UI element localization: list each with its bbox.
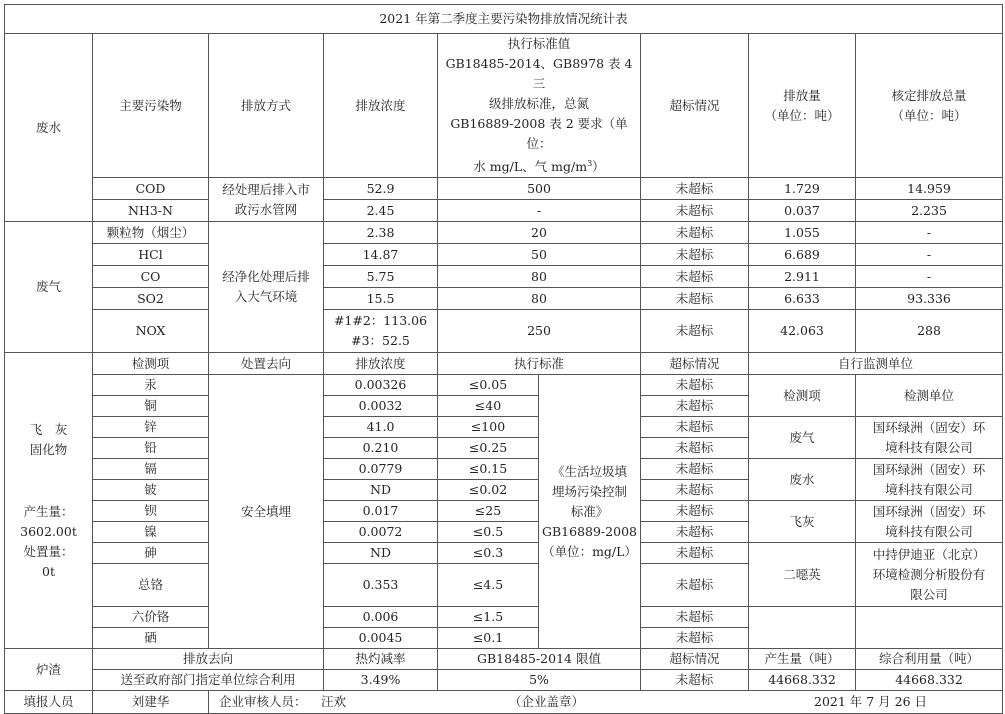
table-row (5, 375, 1003, 396)
header-standard: 执行标准值 GB18485-2014、GB8978 表 4 三 级排放标准，总氮 GB16889-2008 表 2 要求（单位： 水 mg/L、气 $mg/m^3$） (438, 34, 641, 178)
pollutant-cell: NH3-N (93, 200, 209, 222)
limit-cell: ≤40 (438, 396, 539, 417)
table-row (5, 417, 1003, 438)
limit-cell: ≤0.15 (438, 459, 539, 480)
monitor-item: 废气 (749, 417, 856, 459)
header-approved: 核定排放总量 （单位：吨） (856, 34, 1003, 178)
table-row (5, 244, 1003, 266)
exceed-cell: 未超标 (641, 288, 749, 310)
concentration-cell: 2.38 (324, 222, 438, 244)
reviewer-label: 企业审核人员： (219, 694, 307, 710)
concentration-cell: 2.45 (324, 200, 438, 222)
header-disposal: 处置去向 (209, 353, 324, 375)
header-destination: 排放去向 (93, 649, 324, 670)
item-cell: 总铬 (93, 564, 209, 607)
pollutant-cell: COD (93, 178, 209, 200)
category-flyash: 飞 灰 固化物 产生量： 3602.00t 处置量： 0t (5, 353, 93, 649)
limit-cell: ≤0.1 (438, 628, 539, 649)
limit-cell: ≤0.05 (438, 375, 539, 396)
filler-label: 填报人员 (5, 691, 93, 714)
monitor-unit: 国环绿洲（固安）环 境科技有限公司 (856, 417, 1003, 459)
report-date: 2021 年 7 月 26 日 (814, 694, 928, 710)
concentration-cell: 0.210 (324, 438, 438, 459)
monitor-unit: 中持伊迪亚（北京） 环境检测分析股份有 限公司 (856, 543, 1003, 607)
emission-report-table (4, 4, 1003, 714)
pollutant-cell: NOX (93, 310, 209, 353)
standard-cell: 5% (438, 670, 641, 691)
standard-cell: 50 (438, 244, 641, 266)
exceed-cell: 未超标 (641, 607, 749, 628)
header-exceed: 超标情况 (641, 649, 749, 670)
standard-cell: 250 (438, 310, 641, 353)
approved-cell: 2.235 (856, 200, 1003, 222)
limit-cell: ≤0.5 (438, 522, 539, 543)
table-row (5, 178, 1003, 200)
exceed-cell: 未超标 (641, 266, 749, 288)
monitor-item: 废水 (749, 459, 856, 501)
header-amount: 排放量 （单位：吨） (749, 34, 856, 178)
monitor-item: 二噁英 (749, 543, 856, 607)
reviewer-name: 汪欢 (321, 694, 347, 710)
header-produced: 产生量（吨） (749, 649, 856, 670)
item-cell: 镉 (93, 459, 209, 480)
table-row (5, 200, 1003, 222)
amount-cell: 1.729 (749, 178, 856, 200)
pollutant-cell: CO (93, 266, 209, 288)
standard-cell: 80 (438, 266, 641, 288)
table-row (5, 607, 1003, 628)
exceed-cell: 未超标 (641, 222, 749, 244)
limit-cell: ≤0.02 (438, 480, 539, 501)
concentration-cell: 0.00326 (324, 375, 438, 396)
table-row (5, 459, 1003, 480)
pollutant-cell: 颗粒物（烟尘） (93, 222, 209, 244)
exceed-cell: 未超标 (641, 178, 749, 200)
table-row (5, 222, 1003, 244)
exceed-cell: 未超标 (641, 480, 749, 501)
header-method: 排放方式 (209, 34, 324, 178)
header-item: 检测项 (93, 353, 209, 375)
standard-cell: - (438, 200, 641, 222)
item-cell: 砷 (93, 543, 209, 564)
exceed-cell: 未超标 (641, 375, 749, 396)
exceed-cell: 未超标 (641, 396, 749, 417)
item-cell: 硒 (93, 628, 209, 649)
destination-cell: 送至政府部门指定单位综合利用 (93, 670, 324, 691)
pollutant-cell: SO2 (93, 288, 209, 310)
item-cell: 铍 (93, 480, 209, 501)
approved-cell: 93.336 (856, 288, 1003, 310)
flyash-disposal: 安全填埋 (209, 375, 324, 649)
concentration-cell: ND (324, 543, 438, 564)
header-monitor: 自行监测单位 (749, 353, 1003, 375)
concentration-cell: 0.006 (324, 607, 438, 628)
concentration-cell: 0.0072 (324, 522, 438, 543)
amount-cell: 42.063 (749, 310, 856, 353)
flyash-standard-text: 《生活垃圾填 埋场污染控制 标准》 GB16889-2008 （单位：mg/L） (539, 375, 641, 649)
item-cell: 镍 (93, 522, 209, 543)
item-cell: 汞 (93, 375, 209, 396)
category-slag: 炉渣 (5, 649, 93, 691)
concentration-cell: 14.87 (324, 244, 438, 266)
approved-cell: - (856, 244, 1003, 266)
category-exhaust: 废气 (5, 222, 93, 353)
concentration-cell: ND (324, 480, 438, 501)
standard-cell: 500 (438, 178, 641, 200)
concentration-cell: 0.0045 (324, 628, 438, 649)
report-title: 2021 年第二季度主要污染物排放情况统计表 (5, 5, 1003, 34)
exceed-cell: 未超标 (641, 200, 749, 222)
header-utilized: 综合利用量（吨） (856, 649, 1003, 670)
monitor-header-item: 检测项 (749, 375, 856, 417)
exceed-cell: 未超标 (641, 417, 749, 438)
filler-name: 刘建华 (93, 691, 209, 714)
loss-cell: 3.49% (324, 670, 438, 691)
limit-cell: ≤4.5 (438, 564, 539, 607)
amount-cell: 0.037 (749, 200, 856, 222)
standard-cell: 20 (438, 222, 641, 244)
category-wastewater: 废水 (5, 34, 93, 222)
pollutant-cell: HCl (93, 244, 209, 266)
item-cell: 铜 (93, 396, 209, 417)
table-row (5, 310, 1003, 353)
concentration-cell: 0.0032 (324, 396, 438, 417)
concentration-cell: 41.0 (324, 417, 438, 438)
header-loss: 热灼减率 (324, 649, 438, 670)
exhaust-method: 经净化处理后排 入大气环境 (209, 222, 324, 353)
header-standard: 执行标准 (438, 353, 641, 375)
approved-cell: - (856, 222, 1003, 244)
table-row (5, 670, 1003, 691)
exceed-cell: 未超标 (641, 628, 749, 649)
concentration-cell: 0.017 (324, 501, 438, 522)
utilized-cell: 44668.332 (856, 670, 1003, 691)
item-cell: 铅 (93, 438, 209, 459)
exceed-cell: 未超标 (641, 670, 749, 691)
amount-cell: 6.689 (749, 244, 856, 266)
limit-cell: ≤0.25 (438, 438, 539, 459)
table-row (5, 501, 1003, 522)
concentration-cell: 52.9 (324, 178, 438, 200)
monitor-header-unit: 检测单位 (856, 375, 1003, 417)
header-concentration: 排放浓度 (324, 353, 438, 375)
exceed-cell: 未超标 (641, 543, 749, 564)
approved-cell: - (856, 266, 1003, 288)
header-pollutant: 主要污染物 (93, 34, 209, 178)
monitor-empty (856, 607, 1003, 649)
monitor-empty (749, 607, 856, 649)
exceed-cell: 未超标 (641, 310, 749, 353)
exceed-cell: 未超标 (641, 522, 749, 543)
concentration-cell: 5.75 (324, 266, 438, 288)
seal-text: （企业盖章） (509, 694, 585, 710)
header-slag-standard: GB18485-2014 限值 (438, 649, 641, 670)
exceed-cell: 未超标 (641, 459, 749, 480)
approved-cell: 288 (856, 310, 1003, 353)
monitor-unit: 国环绿洲（固安）环 境科技有限公司 (856, 501, 1003, 543)
amount-cell: 1.055 (749, 222, 856, 244)
table-row (5, 288, 1003, 310)
footer-signoff (209, 691, 1003, 714)
header-concentration: 排放浓度 (324, 34, 438, 178)
item-cell: 六价铬 (93, 607, 209, 628)
concentration-cell: 0.353 (324, 564, 438, 607)
header-exceed: 超标情况 (641, 353, 749, 375)
exceed-cell: 未超标 (641, 244, 749, 266)
limit-cell: ≤100 (438, 417, 539, 438)
limit-cell: ≤1.5 (438, 607, 539, 628)
table-row (5, 543, 1003, 564)
item-cell: 钡 (93, 501, 209, 522)
table-row (5, 266, 1003, 288)
exceed-cell: 未超标 (641, 438, 749, 459)
monitor-unit: 国环绿洲（固安）环 境科技有限公司 (856, 459, 1003, 501)
exceed-cell: 未超标 (641, 501, 749, 522)
standard-cell: 80 (438, 288, 641, 310)
item-cell: 锌 (93, 417, 209, 438)
limit-cell: ≤25 (438, 501, 539, 522)
monitor-item: 飞灰 (749, 501, 856, 543)
approved-cell: 14.959 (856, 178, 1003, 200)
concentration-cell: 15.5 (324, 288, 438, 310)
footer-row (5, 691, 1003, 714)
concentration-cell: 0.0779 (324, 459, 438, 480)
amount-cell: 2.911 (749, 266, 856, 288)
limit-cell: ≤0.3 (438, 543, 539, 564)
produced-cell: 44668.332 (749, 670, 856, 691)
amount-cell: 6.633 (749, 288, 856, 310)
header-exceed: 超标情况 (641, 34, 749, 178)
exceed-cell: 未超标 (641, 564, 749, 607)
concentration-cell: #1#2：113.06 #3：52.5 (324, 310, 438, 353)
wastewater-method: 经处理后排入市 政污水管网 (209, 178, 324, 222)
